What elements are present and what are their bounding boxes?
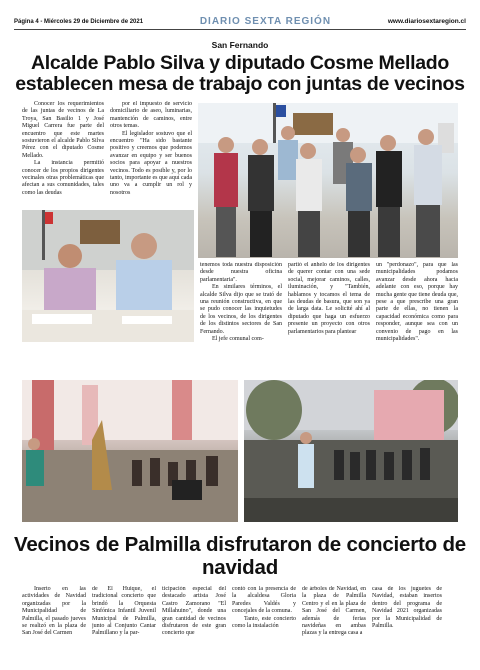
concert-stage-photo-left xyxy=(22,380,238,522)
paragraph: tenemos toda nuestra disposición desde nuestra oficina parlamentaria". xyxy=(200,262,282,283)
article2-col2 xyxy=(92,586,156,646)
article1-kicker: San Fernando xyxy=(211,40,269,50)
meeting-group-photo xyxy=(198,103,458,258)
article1-col2 xyxy=(110,101,192,209)
paragraph: El legislador sostuvo que el encuentro "Ha sido bastante positivo y creemos que podemos avanzar en equipo y ser buenos socios para apoyar a nuestros vecinos. Todo es posible y, por lo tanto, importante es que aquí cada uno va a cumplir un rol y nosotros xyxy=(110,130,192,196)
article2-col6 xyxy=(372,586,442,646)
website-link[interactable]: www.diariosextaregion.cl xyxy=(387,18,466,25)
paragraph: un "perdonazo", para que las municipalidades podamos avanzar desde ahora hacia adelante con eso, porque hay mucha gente que tiene deuda que, pese a que prescribe una gran parte de ellas, no tienen la capacidad económica como para responder, aunque sea con un convenio de pago en las municipalidades". xyxy=(376,262,458,342)
paragraph: Inserto en las actividades de Navidad organizadas por la Municipalidad de Palmilla, el pasado jueves se realizó en la plaza de San José del Carmen xyxy=(22,586,86,637)
page-info: Página 4 - Miércoles 29 de Diciembre de 2021 xyxy=(14,18,144,25)
article1-col1 xyxy=(22,101,104,207)
paragraph: de árboles de Navidad, en la plaza de Palmilla Centro y el en la plaza de San José del Carmen, además de ferias navideñas en ambas plazas y la entrega casa a xyxy=(302,586,366,637)
article2-col1 xyxy=(22,586,86,646)
newspaper-brand[interactable]: DIARIO SEXTA REGIÓN xyxy=(199,16,332,27)
paragraph: casa de los juguetes de Navidad, estaban insertos dentro del programa de Navidad 2021 organizadas por la Municipalidad de Palmilla. xyxy=(372,586,442,630)
article2-col4 xyxy=(232,586,296,646)
article2-col3 xyxy=(162,586,226,646)
paragraph: El jefe comunal com- xyxy=(212,336,264,342)
article2-col5 xyxy=(302,586,366,646)
article1-col3 xyxy=(200,262,282,342)
paragraph: ticipación especial del destacado artista José Castro Zamorano "El Millahuino", donde una gran cantidad de vecinos disfrutaron de este gran concierto que xyxy=(162,586,226,637)
article1-col5 xyxy=(376,262,458,342)
article1-col4 xyxy=(288,262,370,342)
article1-headline: Alcalde Pablo Silva y diputado Cosme Mellado establecen mesa de trabajo con juntas de vecinos xyxy=(15,52,465,95)
article2-headline: Vecinos de Palmilla disfrutaron de concierto de navidad xyxy=(14,533,466,579)
paragraph: Tanto, este concierto como la instalación xyxy=(232,615,296,630)
paragraph: de El Huique, el tradicional concierto que brindó la Orquesta Sinfónica Infantil Juvenil Municipal de Palmilla, junto al Conjunto Cantar Palmillano y la par- xyxy=(92,586,156,637)
page-header xyxy=(14,14,466,30)
concert-stage-photo-right xyxy=(244,380,458,522)
paragraph: Conocer los requerimientos de las juntas de vecinos de La Troya, San Basilio 1 y José Miguel Carrera fue parte del encuentro que este martes sostuvieron el alcalde Pablo Silva Pérez con el diputado Cosme Mellado. xyxy=(22,101,104,159)
paragraph: partió el anhelo de los dirigentes de querer contar con una sede social, mejorar caminos, calles, iluminación, y "También, hablamos y tocamos el tema de las deudas de basura, que son ya de larga data. Le solicité ahí al diputado que haga un esfuerzo presente un proyecto con otros parlamentarios para plantear xyxy=(288,262,370,335)
paragraph: por el impuesto de servicio domiciliario de aseo, luminarias, mantención de caminos, entre otros temas. xyxy=(110,101,192,130)
paragraph: En similares términos, el alcalde Silva dijo que se trató de una reunión constructiva, en que se pudo conocer las inquietudes de los vecinos, de los dirigentes de los distintos sectores de San Fernando. xyxy=(200,284,282,335)
paragraph: contó con la presencia de la alcaldesa Gloria Paredes Valdés y concejales de la comuna. xyxy=(232,586,296,615)
paragraph: La instancia permitió conocer de los propios dirigentes vecinales otras problemáticas que afectan a sus comunidades, tales como las deudas xyxy=(22,160,104,196)
mayor-and-deputy-photo xyxy=(22,210,194,342)
